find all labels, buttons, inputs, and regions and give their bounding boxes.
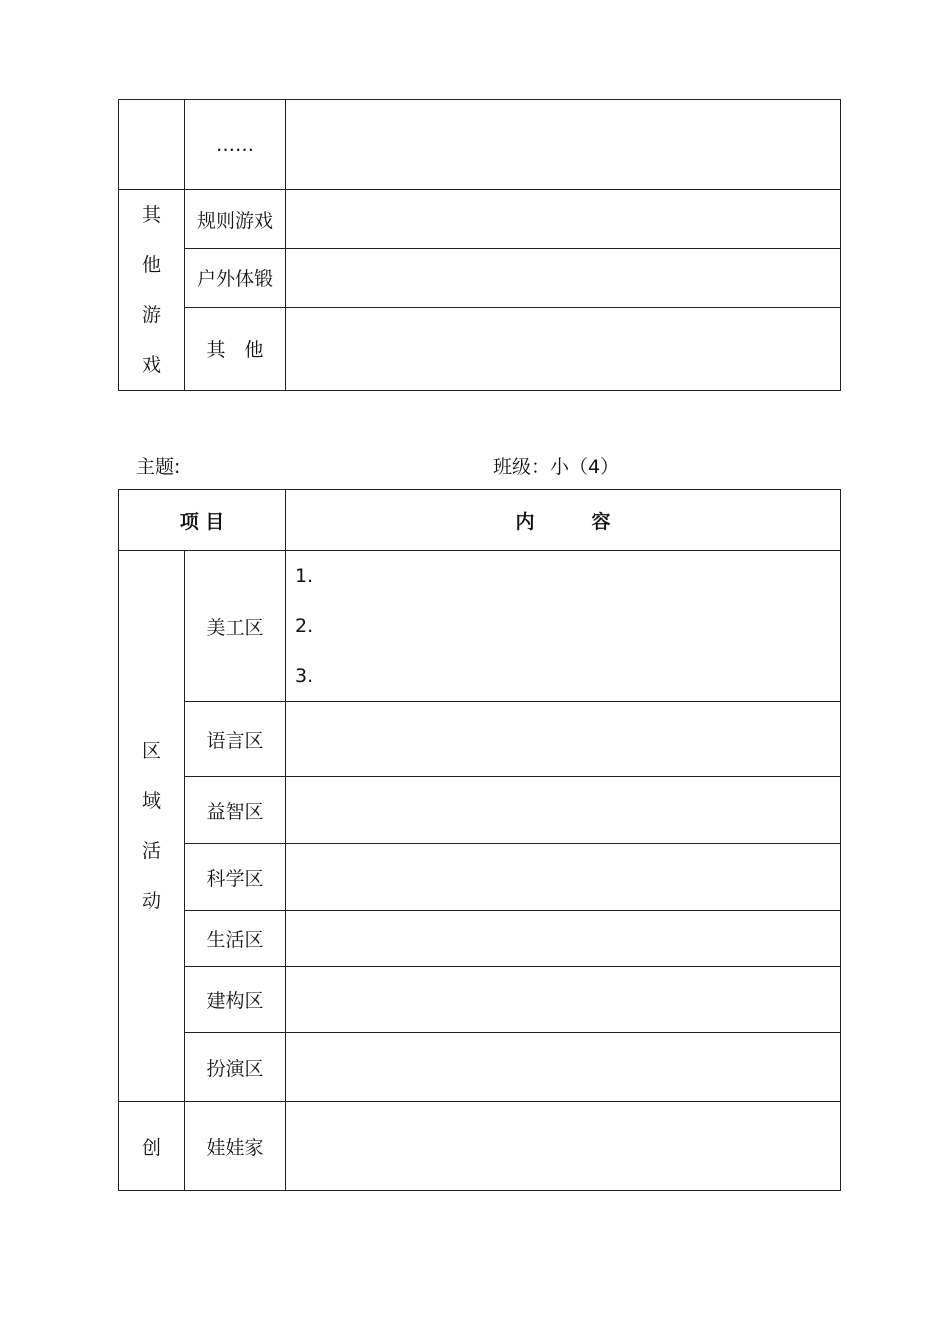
subject-label: 主题: [136, 456, 181, 478]
column-header-content: 内 容 [286, 490, 841, 551]
row-label-doll-house: 娃娃家 [185, 1102, 286, 1191]
content-cell[interactable] [286, 911, 841, 967]
creative-group-label: 创 [119, 1102, 185, 1191]
content-cell[interactable] [286, 100, 841, 190]
content-cell[interactable] [286, 307, 841, 390]
list-item: 3. [295, 665, 314, 687]
list-item: 1. [295, 565, 314, 587]
art-area-content[interactable] [286, 551, 841, 702]
class-label: 班级：小（4） [493, 456, 620, 478]
row-label-outdoor-exercise: 户外体锻 [185, 249, 286, 307]
row-label-other: 其 他 [185, 307, 286, 390]
ellipsis-cell: …… [185, 100, 286, 190]
content-cell[interactable] [286, 249, 841, 307]
row-label-life-area: 生活区 [185, 911, 286, 967]
content-cell[interactable] [286, 1033, 841, 1102]
content-cell[interactable] [286, 844, 841, 911]
list-item: 2. [295, 615, 314, 637]
other-games-group-label: 其 他 游 戏 [119, 190, 185, 391]
row-label-art-area: 美工区 [185, 551, 286, 702]
area-activities-table [118, 489, 841, 1191]
row-label-rule-games: 规则游戏 [185, 190, 286, 249]
content-cell[interactable] [286, 702, 841, 777]
empty-group-cell [119, 100, 185, 190]
row-label-roleplay-area: 扮演区 [185, 1033, 286, 1102]
content-cell[interactable] [286, 967, 841, 1033]
content-cell[interactable] [286, 1102, 841, 1191]
content-cell[interactable] [286, 190, 841, 249]
other-games-table [118, 99, 841, 391]
row-label-puzzle-area: 益智区 [185, 777, 286, 844]
row-label-science-area: 科学区 [185, 844, 286, 911]
column-header-item: 项 目 [119, 490, 286, 551]
row-label-construction-area: 建构区 [185, 967, 286, 1033]
area-activities-group-label: 区 域 活 动 [119, 551, 185, 1102]
content-cell[interactable] [286, 777, 841, 844]
row-label-language-area: 语言区 [185, 702, 286, 777]
